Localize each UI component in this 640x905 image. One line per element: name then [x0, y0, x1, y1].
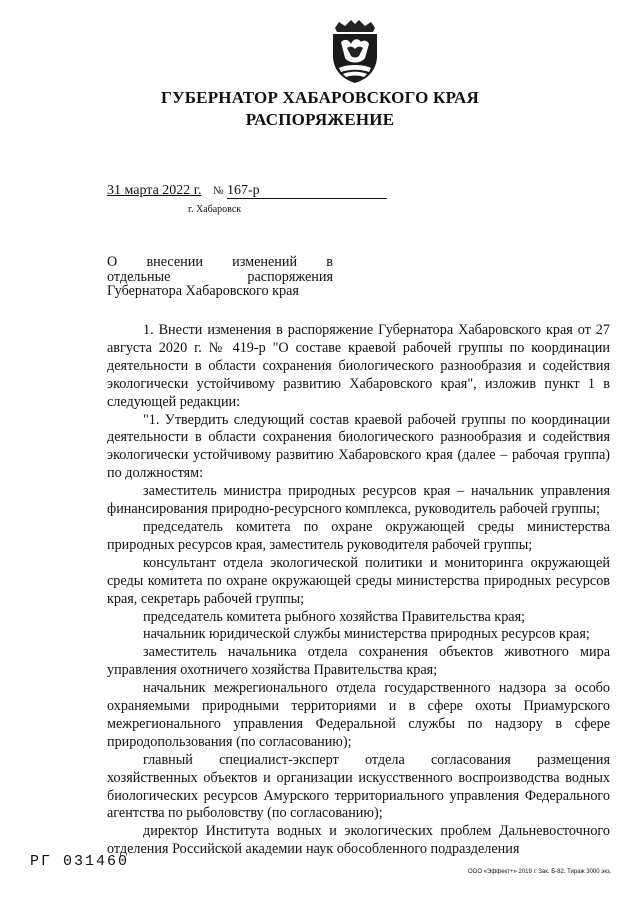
form-serial-number: РГ 031460: [30, 853, 130, 870]
date-number-line: [107, 183, 387, 199]
coat-of-arms-icon: [329, 18, 381, 84]
number-label: №: [212, 185, 224, 197]
document-city: г. Хабаровск: [188, 204, 242, 215]
body-paragraph: директор Института водных и экологических проблем Дальневосточного отделения Российской академии наук обособленного подразделения: [107, 823, 610, 858]
document-date: 31 марта 2022 г.: [107, 183, 202, 198]
document-number: 167-р: [227, 184, 387, 199]
document-type-title: РАСПОРЯЖЕНИЕ: [245, 110, 395, 129]
subject-line: Губернатора Хабаровского края: [107, 283, 299, 299]
body-paragraph: начальник юридической службы министерства природных ресурсов края;: [143, 626, 590, 643]
body-paragraph: председатель комитета по охране окружающей среды министерства природных ресурсов края, заместитель руководителя рабочей группы;: [107, 518, 610, 553]
body-paragraph: начальник межрегионального отдела государственного надзора за особо охраняемыми природными территориями и в сфере охоты Приамурского межрегионального управления Федеральной службы по надзору в сфере природопользования (по согласованию);: [107, 680, 610, 750]
body-paragraph: заместитель начальника отдела сохранения объектов животного мира управления охотничего хозяйства Правительства края;: [107, 644, 610, 679]
body-paragraph: консультант отдела экологической политики и мониторинга окружающей среды комитета по охране окружающей среды министерства природных ресурсов края, секретарь рабочей группы;: [107, 554, 610, 607]
subject-line: О внесении изменений в: [107, 254, 333, 270]
body-paragraph: "1. Утвердить следующий состав краевой рабочей группы по координации деятельности в области сохранения биологического разнообразия и содействия экологически устойчивому развитию Хабаровского края (далее – рабочая группа) по должностям:: [107, 411, 610, 482]
document-body: [107, 322, 610, 859]
body-paragraph: главный специалист-эксперт отдела согласования размещения хозяйственных объектов и организации искусственного воспроизводства водных биологических ресурсов Амурского территориального управления Федерального агентства по рыболовству (по согласованию);: [107, 751, 610, 822]
body-paragraph: 1. Внести изменения в распоряжение Губернатора Хабаровского края от 27 августа 2020 г. № 419-р "О составе краевой рабочей группы по координации деятельности в области сохранения биологического разнообразия и содействия экологически устойчивому развитию Хабаровского края", изложив пункт 1 в следующей редакции:: [107, 322, 610, 410]
body-paragraph: председатель комитета рыбного хозяйства Правительства края;: [143, 608, 526, 625]
body-paragraph: заместитель министра природных ресурсов края – начальник управления финансирования природно-ресурсного комплекса, руководитель рабочей группы;: [107, 483, 610, 518]
printer-imprint: ООО «Эффект+» 2019 г. Зак. Б-82. Тираж 3000 экз.: [468, 869, 612, 875]
document-subject: [107, 255, 333, 299]
issuer-title: ГУБЕРНАТОР ХАБАРОВСКОГО КРАЯ: [161, 88, 479, 107]
subject-line: отдельные распоряжения: [107, 268, 333, 285]
